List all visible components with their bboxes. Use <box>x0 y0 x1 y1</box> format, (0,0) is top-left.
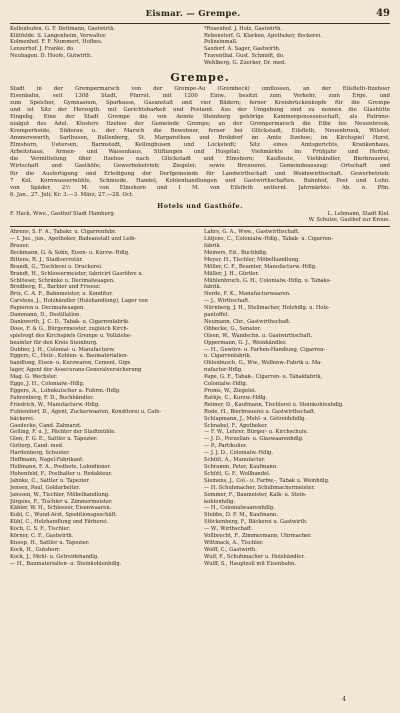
description-line: Elmshorn, Uetersen, Barmstedt, Kellinghusen und Lockstedt; Sitz eines Amtsgerichts, Krankenhaus, <box>10 142 390 149</box>
directory-entry: beamter für den Kreis Steinburg. <box>10 339 98 346</box>
directory-entry: Mag. G. Wechsler. <box>10 374 58 381</box>
directory-entry: Reimer, D., Kaufmann, Tischlerei u. Steinkohlenhdlg. <box>204 401 344 408</box>
directory-entry: Neuhagen. D. Hoofe, Gutwirth. <box>10 52 92 59</box>
directory-entry: Eggers, A., Lohnkutscher u. Fuhrm.-Hdlg. <box>10 388 121 394</box>
directory-entry: Ohlenbusch, G., Ww., Wollenw.-Fabrik u. Ma- <box>204 360 322 367</box>
main-directory <box>10 229 390 567</box>
main-left-column <box>10 229 196 567</box>
directory-entry: Friedrich, W., Manufacturw.-Hdlg. <box>10 401 100 408</box>
directory-entry: Brandt, G., Tischlerei u. Druckerei. <box>10 263 103 270</box>
directory-entry: Janssen, W., Tischler, Möbelhandlung. <box>10 491 110 498</box>
directory-entry: Hohenfeld, F., Posthalter u. Redakteur. <box>10 470 113 477</box>
directory-entry: Wulf, F., Schuhmacher u. Holzhändler. <box>204 553 305 560</box>
directory-entry: Jürgens, F., Tischler u. Zimmermeister. <box>10 498 113 505</box>
directory-entry: Meiners, Ed., Buchhdlg. <box>204 249 268 256</box>
directory-entry: Lahrs, G. A., Wwe., Gastwirthschaft. <box>204 229 300 236</box>
header-rule <box>10 23 390 24</box>
directory-entry: Kolmenhof. F. F. Nummert, Hofbes. <box>10 39 103 46</box>
top-directory <box>10 26 390 66</box>
directory-entry: Rebenstorf. G. Klarken, Apotheker, fleckerei. <box>204 32 322 39</box>
directory-entry: Wittmack, A., Tischler. <box>204 539 264 546</box>
description-line: Stadt in der Grempermarsch von der Grempe-Au (Grembeck) umflossen, an der Eilsfleth-Itzehoer <box>10 86 390 93</box>
description-line: zum Speicher, Gymnasium, Sparkasse, Gasanstalt und vier Bädern; ferner Kreisbrückenkopfe für die Grempe <box>10 100 390 107</box>
top-left-column <box>10 26 196 66</box>
directory-entry: Eggers, C., Holz-, Kohlen- u. Baumaterialien- <box>10 353 129 360</box>
main-right-column <box>204 229 390 567</box>
description-line: die Vermittelung über Itzehoe nach Glückstadt und Elmshorn; Kaufleute, Viehhändler, Bierbrauerei, <box>10 156 390 163</box>
directory-entry: Schütt, A., Manufactur. <box>204 457 266 464</box>
directory-entry: — J., Wirthschaft. <box>204 298 250 305</box>
directory-entry: Lütjens, C., Colonialw.-Hdlg., Tabak- u. Cigarren- <box>204 236 334 243</box>
directory-entry: Carstens, J., Holzhändler (Holzhandlung), Lager von <box>10 298 148 305</box>
section-rule <box>10 226 390 227</box>
directory-entry: kohlenhdlg. <box>204 498 235 505</box>
directory-entry: — H., Colonialwaarenhdlg. <box>204 505 275 512</box>
directory-entry: Fahrenberg, F. D., Buchhändler. <box>10 394 94 401</box>
directory-entry: Gelling, F. u. J., Pächter der Stadtmühle. <box>10 429 117 436</box>
description-line: Eingebg. Eine der Stadt Grempe die von Aemte Steinburg gehörige Kammergenossenschaft, als Patrimo- <box>10 114 390 121</box>
directory-entry: Jensen, Paul, Goldarbeiter. <box>10 484 81 491</box>
directory-entry: Müller, J. H., Gürtler. <box>204 270 260 277</box>
directory-entry: Siemens, J., Col.- u. Farbw.-, Tabak u. Weinhdlg. <box>204 477 330 484</box>
directory-entry: Rathje, C., Kurzw.-Hdlg. <box>204 394 268 401</box>
directory-entry: Dubber, J. H., Colonial- u. Manufacturw. <box>10 346 115 353</box>
directory-entry: Koch, C. S. F., Tischler. <box>10 526 71 533</box>
directory-entry: *Rosenhof. J. Holz, Gastwirth. <box>204 26 283 32</box>
directory-entry: Bittens, R. J., Stadtsecretär. <box>10 256 83 263</box>
directory-entry: Wehlberg. G. Zuerker, Dr. med. <box>204 59 286 66</box>
directory-entry: — F. W., Lehrer, Bürger- u. Kirchschule. <box>204 429 309 436</box>
directory-entry: nufactur-Hdlg. <box>204 367 243 374</box>
directory-entry: spielvogt des Kirchspiels Grempe u. Vollziehe- <box>10 332 132 339</box>
hotel-entry: L. Lehmann, Stadt Kiel. <box>327 210 390 217</box>
hotels-right <box>204 211 390 225</box>
top-right-column <box>204 26 390 66</box>
description-line: 7 Kol. Kornwassermühle, Schmiede, Handel, Kohlenhandlungen und Gastwirthschaften. Bahnhof, Post und Lohn. <box>10 177 390 184</box>
directory-entry: Stebbe, D. F. M., Kaufmann. <box>204 512 278 519</box>
description-line: Arbeitshaus, Armen- und Waisenhaus, Stiftungen und Hospital; Viehmärkte im Frühjahr und Herbst; <box>10 149 390 156</box>
directory-entry: Dose, F. & G., Bürgermeister, zugleich Kirch- <box>10 325 129 332</box>
directory-entry: Nürnberg, J. H., Stellmacher, Holzhdlg. u. Holz- <box>204 305 330 312</box>
page-number: 49 <box>376 8 390 19</box>
description-line: Ammerswurth, Sarlhusen, Bullenberg, St. Margarethen und Brokdorf im Amte Itzehoe; im Kirchspiel Horst, <box>10 135 390 142</box>
directory-entry: Nerde, F. K., Manufacturwaaren. <box>204 291 291 298</box>
directory-entry: handlung, Eisen- u. Kurzwaren, Cement, Gips <box>10 360 131 367</box>
directory-entry: — H. Schuhmacher, Schuhmachermeister. <box>204 484 315 491</box>
description-line: Eisenbahn, seit 1308 Stadt, Pfarrst. mit 1200 Einw., besitzt zum Verkehr, zum Erge. und <box>10 93 390 100</box>
directory-entry: Kuhl, C., Wund-Arzt, Speditionsgeschäft. <box>10 512 118 519</box>
directory-entry: Brodberg, E., Barbier und Friseur. <box>10 284 101 291</box>
directory-entry: Lenzerhof. J. Franke, do. <box>10 46 75 53</box>
running-head: Eismar. — Grempe. <box>145 9 241 19</box>
hotel-entry: F. Hack, Wwe., Gasthof Stadt Hamburg. <box>10 210 116 217</box>
directory-entry: Gaedecke, Cand. Zahnarzt. <box>10 422 82 429</box>
directory-entry: Proms, W., Ziegelei. <box>204 388 257 394</box>
directory-entry: Dankwerth, J. C. D., Tabak- u. Cigarrenfabrik. <box>10 318 130 325</box>
directory-entry: Schütt, G. F., Wollbandel. <box>204 470 271 477</box>
directory-entry: Sommer, F., Baumeister, Kalk- u. Stein- <box>204 491 307 498</box>
directory-entry: Kock, J., Mehl- u. Getreidehandlg. <box>10 553 99 560</box>
directory-entry: — H., Gewürz- u. Farben-Handlung, Cigarren- <box>204 346 326 353</box>
directory-entry: bäckerei. <box>10 415 35 422</box>
directory-entry: Schlapmann, J., Mehl- u. Getreidehdlg. <box>204 415 307 422</box>
directory-entry: Kock, H., Gutsherr. <box>10 546 61 553</box>
description-line: für die Ausfertigung und Erledigung der Dorfgemeinde für Landwirthschaft und Weidewirthschaft. Gewerbetrieb: <box>10 170 390 177</box>
directory-entry: Obbecke, G., Senator. <box>204 325 262 332</box>
directory-entry: Mühlenbruch, G. H., Colonialw.-Hdlg. u. Tabaks- <box>204 277 332 284</box>
directory-entry: Beckmann, G. & Sohn, Eisen- u. Kurzw.-Hdlg. <box>10 249 130 256</box>
directory-entry: — P., Partikulier. <box>204 443 248 450</box>
directory-entry: Wolff, C., Gastwirth. <box>204 546 257 553</box>
hotels-left <box>10 211 196 225</box>
description-line: Wirtschaft und Gasthöfe; Gewerbebetrieb; Ziegelei; sowie Brennerei. Gemeindeauszug: Ortschaft und <box>10 163 390 170</box>
directory-entry: Glen, F. G. E., Sattler u. Tapezier. <box>10 436 98 443</box>
section-title: Grempe. <box>170 71 230 85</box>
directory-entry: Oppermann, G. J., Weinhändler. <box>204 339 287 346</box>
directory-entry: — I. Jos., jun., Apotheker, Badeanstalt und Leih- <box>10 236 137 243</box>
directory-entry: fabrik. <box>204 242 222 249</box>
directory-entry: Brandt, H., Schlossermeister, fabricirt Gasröhre u. <box>10 270 144 277</box>
hotels-heading: Hotels und Gasthöfe. <box>157 201 243 210</box>
page-header <box>10 8 390 22</box>
description-line: Kremperheide, Süderau u. der Marsch die Bewohner, ferner bei Glückstadt, Eilsfleth, Neuenbrook, Wilster. <box>10 128 390 135</box>
directory-entry: Traventhal. Gust. Schmidt, do. <box>204 52 285 59</box>
directory-entry: Kähler, W. H., Schlosser, Eisenwaaren. <box>10 505 112 512</box>
directory-entry: Hardenberg, Schuster. <box>10 450 70 457</box>
directory-entry: lager, Agent der Assecuranz-Generalversicherung <box>10 367 142 374</box>
directory-entry: Colonialw.-Hdlg. <box>204 381 248 388</box>
directory-entry: Brauer. <box>10 242 30 249</box>
town-description <box>10 86 390 198</box>
directory-entry: Egge, J. H., Colonialw.-Hdlg. <box>10 381 85 388</box>
signature-mark: 4 <box>342 696 346 703</box>
directory-entry: Hoffmann, Nagel-Fabrikant. <box>10 457 84 464</box>
directory-entry: Kellenhufen. G. F. Dettmann, Gastwirth. <box>10 26 116 32</box>
directory-entry: Stöckenberg, F., Bäckerei u. Gastwirth. <box>204 519 308 526</box>
directory-entry: Schlösser, Schränke u. Decimalwaagen. <box>10 277 115 284</box>
hotels-list <box>10 211 390 225</box>
directory-entry: fabrik. <box>204 284 222 291</box>
directory-entry: — W., Wirthschaft. <box>204 526 253 533</box>
directory-entry: Kühl, C., Holzhandlung und Färberei. <box>10 519 109 526</box>
directory-entry: Polizeinmall. <box>204 39 238 46</box>
directory-entry: Schramm, Peter, Kaufmann. <box>204 463 278 470</box>
directory-entry: Hollmann, F. A., Postbote, Lohndiener. <box>10 463 112 470</box>
directory-entry: Körner, C. F., Gastwirth. <box>10 533 74 540</box>
description-line: und ist Sitz der Herzogth. mit Gerichtsbarkeit und Postamt. Aus der Umgebung sind zu nennen die Glashütte <box>10 107 390 114</box>
directory-entry: Gottorp, Cand. med. <box>10 443 64 450</box>
directory-entry: u. Cigarrenfabrik. <box>204 353 252 360</box>
directory-entry: Knoop, H., Sattler u. Tapezier. <box>10 539 90 546</box>
directory-entry: Schnabel, F., Apotheker. <box>204 422 268 429</box>
directory-entry: Meyer, H., Tischler, Möbelhandlung. <box>204 256 300 263</box>
description-line: von Späder, 2½ M. von Elmshorn und 1 M. von Eilsfleth entfernt. Jahrmärkte: Ab. n. Pfm. <box>10 184 390 191</box>
hotel-entry: W. Schulze, Gasthof zur Kroue. <box>308 217 390 224</box>
directory-entry: Brix, C. A. F., Bahnmeister, u. Konditor. <box>10 291 113 298</box>
description-line: 6. Jan., 27. Juli; Kr. 3.—3. März, 27.—28. Oct. <box>10 191 134 198</box>
directory-entry: Jahnke, C., Sattler u. Tapezier. <box>10 477 90 484</box>
directory-entry: Fuhlendorf, D., Agent, Zuckerwaaren, Konditorei u. Café- <box>10 408 162 415</box>
directory-entry: Pape, G. F., Tabak-, Cigarren- u. Tabakfabrik, <box>204 374 323 381</box>
directory-entry: — J. D., Porzellan- u. Glaswaarenhdlg. <box>204 436 304 443</box>
directory-entry: Wulff, S., Hauptzoll mit Eisenbahn. <box>204 560 296 567</box>
directory-entry: Klütfelde. S. Langenheim, Verwalter. <box>10 32 107 39</box>
directory-entry: pantoffel. <box>204 312 230 319</box>
directory-entry: Saxdorf. A. Sager, Gastwirth. <box>204 46 281 53</box>
directory-entry: Vollbrecht, F., Zimmermann, Uhrmacher. <box>204 533 312 540</box>
directory-entry: — H., Baumaterialien- u. Steinkohlenhdlg. <box>10 560 122 567</box>
description-line: nialgut des Adel. Klosters Itzehoe der Gemeinde Grempe; an der Grempermarsch die Elbe bis Neuenbrook, <box>10 121 390 128</box>
directory-entry: Papieren u. Decimalwaagen. <box>10 305 86 312</box>
directory-entry: — J. J. D., Colonialw.-Hdlg. <box>204 450 274 457</box>
directory-entry: Möller, C. F., Beamter, Manufacturw.-Hdlg. <box>204 263 317 270</box>
directory-entry: Neumann, Chr., Gastwirthschaft. <box>204 318 291 325</box>
directory-entry: Olsen, W., Wandschn. u. Gastwirthschaft. <box>204 332 313 339</box>
directory-entry: Rode, H., Bierbrauerei u. Gastwirthschaft. <box>204 408 316 415</box>
directory-entry: Ahrens, S. F. A., Tabakr. u. Cigarrenfabr. <box>10 229 117 236</box>
directory-entry: Dammann, D., Destillation. <box>10 312 81 319</box>
